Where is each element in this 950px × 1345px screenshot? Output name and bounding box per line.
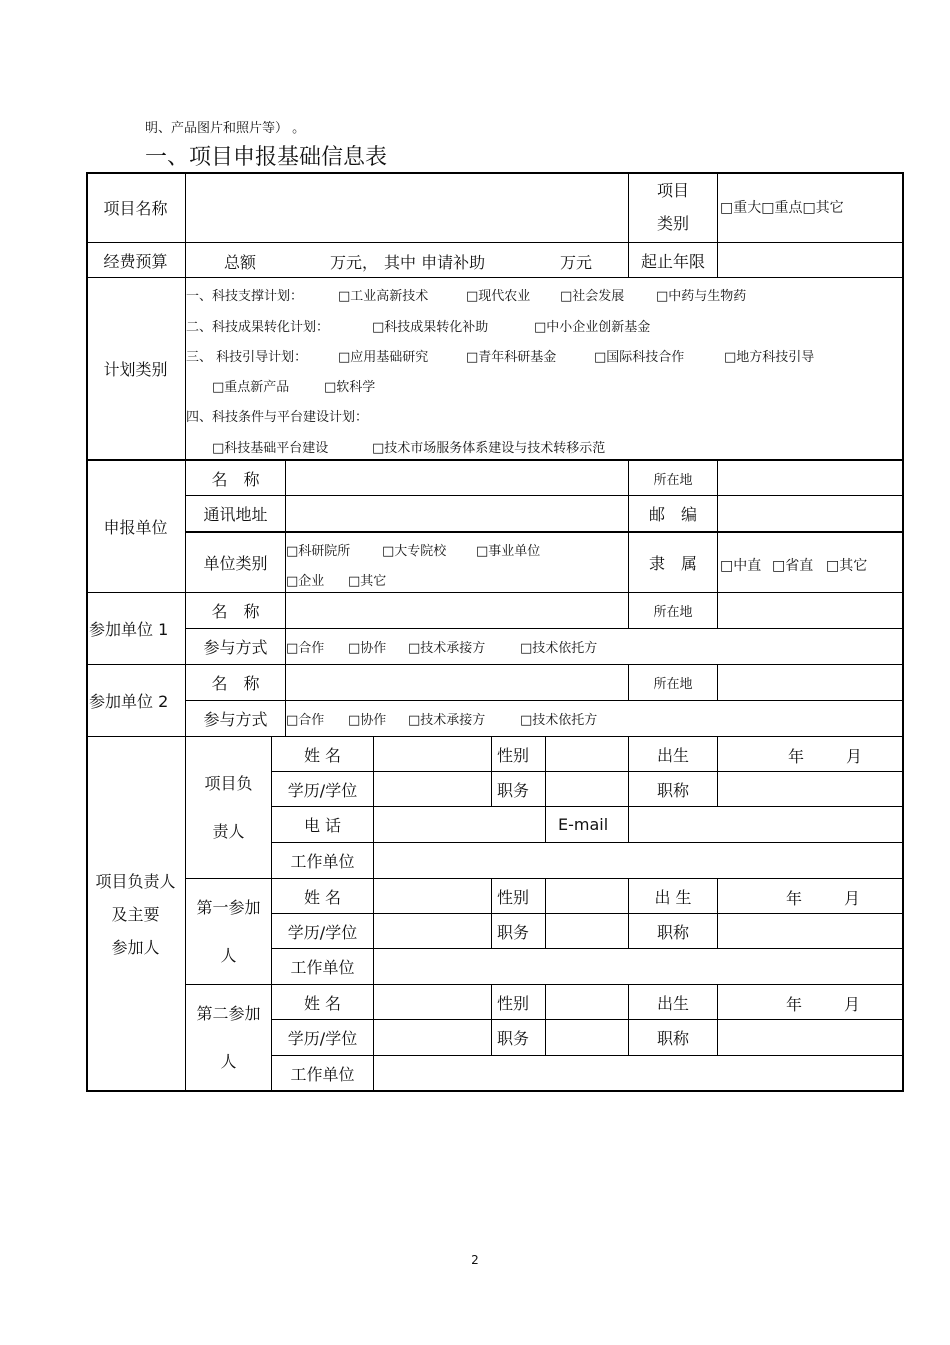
first-work-field[interactable] [374,949,904,985]
leader-gender-label: 性别 [492,737,546,772]
second-post-label: 职务 [492,1020,546,1056]
leader-label-line: 项目负 [204,773,253,793]
year-label: 年 [786,889,803,908]
first-gender-field[interactable] [546,879,629,914]
plan-option[interactable]: □科技基础平台建设 [212,441,329,456]
plan-option[interactable]: □重点新产品 [212,380,290,395]
continued-text: 明、产品图片和照片等） 。 [145,121,306,136]
type-option[interactable]: □企业 [286,574,325,589]
people-label-line: 及主要 [111,904,160,924]
plan-option[interactable]: □中小企业创新基金 [534,320,651,335]
applicant-affiliation-label: 隶 属 [629,532,718,593]
leader-phone-label: 电 话 [272,807,374,843]
budget-field[interactable] [186,243,629,278]
second-participant-label [186,985,272,1092]
plan-option[interactable]: □社会发展 [560,289,625,304]
mode-option[interactable]: □技术承接方 [408,641,486,656]
leader-post-field[interactable] [546,772,629,807]
first-edu-label: 学历/学位 [272,914,374,949]
partner1-mode-options [286,629,904,665]
second-name-field[interactable] [374,985,492,1020]
partner1-label: 参加单位 1 [86,593,186,665]
mode-option[interactable]: □协作 [348,641,387,656]
type-option[interactable]: □科研院所 [286,544,351,559]
plan-line1-head: 一、科技支撑计划： [186,289,304,304]
category-label-line2: 类别 [656,214,689,233]
applicant-type-label: 单位类别 [186,532,286,593]
second-edu-label: 学历/学位 [272,1020,374,1056]
applicant-name-field[interactable] [286,460,629,496]
plan-option[interactable]: □工业高新技术 [338,289,429,304]
leader-email-field[interactable] [629,807,904,843]
leader-edu-label: 学历/学位 [272,772,374,807]
partner2-location-label: 所在地 [629,665,718,701]
second-title-label: 职称 [629,1020,718,1056]
partner2-mode-options [286,701,904,737]
mode-option[interactable]: □合作 [286,641,325,656]
leader-name-label: 姓 名 [272,737,374,772]
period-field[interactable] [718,243,904,278]
partner2-label: 参加单位 2 [86,665,186,737]
first-title-field[interactable] [718,914,904,949]
partner2-location-field[interactable] [718,665,904,701]
first-gender-label: 性别 [492,879,546,914]
leader-edu-field[interactable] [374,772,492,807]
plan-option[interactable]: □技术市场服务体系建设与技术转移示范 [372,441,606,456]
applicant-location-field[interactable] [718,460,904,496]
first-post-field[interactable] [546,914,629,949]
first-label-line: 第一参加 [196,897,261,917]
applicant-label: 申报单位 [86,460,186,593]
plan-option[interactable]: □青年科研基金 [466,350,557,365]
project-category-label [629,172,718,243]
affiliation-option[interactable]: □省直 [772,558,814,574]
first-participant-label [186,879,272,985]
budget-unit-1: 万元， [330,253,379,272]
applicant-address-field[interactable] [286,496,629,532]
plan-option[interactable]: □应用基础研究 [338,350,429,365]
first-birth-label: 出 生 [629,879,718,914]
second-gender-field[interactable] [546,985,629,1020]
applicant-address-label: 通讯地址 [186,496,286,532]
leader-title-field[interactable] [718,772,904,807]
mode-option[interactable]: □技术承接方 [408,713,486,728]
leader-work-field[interactable] [374,843,904,879]
applicant-affiliation-options [718,532,904,593]
partner1-location-label: 所在地 [629,593,718,629]
second-birth-field[interactable] [718,985,904,1020]
applicant-name-label: 名 称 [186,460,286,496]
second-label-line: 第二参加 [196,1004,261,1023]
affiliation-option[interactable]: □中直 [720,558,762,574]
people-label [86,737,186,1092]
leader-title-label: 职称 [629,772,718,807]
leader-label [186,737,272,879]
plan-option[interactable]: □中药与生物药 [656,289,747,304]
plan-line5-head: 四、科技条件与平台建设计划： [186,410,369,425]
second-edu-field[interactable] [374,1020,492,1056]
first-work-label: 工作单位 [272,949,374,985]
plan-label: 计划类别 [86,278,186,460]
type-option[interactable]: □其它 [348,574,387,589]
month-label: 月 [844,995,861,1014]
first-edu-field[interactable] [374,914,492,949]
applicant-type-options [286,532,629,593]
period-label: 起止年限 [629,243,718,278]
second-work-label: 工作单位 [272,1056,374,1092]
budget-total-label: 总额 [224,253,257,272]
second-name-label: 姓 名 [272,985,374,1020]
first-name-label: 姓 名 [272,879,374,914]
affiliation-option[interactable]: □其它 [826,558,868,574]
plan-option[interactable]: □软科学 [324,380,376,395]
partner1-mode-label: 参与方式 [186,629,286,665]
applicant-location-label: 所在地 [629,460,718,496]
first-name-field[interactable] [374,879,492,914]
plan-option[interactable]: □地方科技引导 [724,350,815,365]
leader-post-label: 职务 [492,772,546,807]
partner1-name-label: 名 称 [186,593,286,629]
mode-option[interactable]: □协作 [348,713,387,728]
leader-phone-field[interactable] [374,807,546,843]
project-category-options[interactable]: □重大□重点□其它 [718,172,904,243]
project-name-field[interactable] [186,172,629,243]
second-label-line: 人 [220,1052,237,1071]
month-label: 月 [844,889,861,908]
year-label: 年 [786,995,803,1014]
leader-name-field[interactable] [374,737,492,772]
first-label-line: 人 [220,945,237,965]
partner2-mode-label: 参与方式 [186,701,286,737]
plan-options-area [186,278,904,460]
plan-line3-head: 三、 科技引导计划： [186,350,308,365]
type-option[interactable]: □大专院校 [382,544,447,559]
second-gender-label: 性别 [492,985,546,1020]
people-label-line: 项目负责人 [95,871,176,891]
budget-unit-2: 万元 [560,253,593,272]
type-option[interactable]: □事业单位 [476,544,541,559]
partner2-name-label: 名 称 [186,665,286,701]
category-label-line1: 项目 [656,181,689,200]
leader-birth-field[interactable] [718,737,904,772]
second-post-field[interactable] [546,1020,629,1056]
leader-work-label: 工作单位 [272,843,374,879]
mode-option[interactable]: □技术依托方 [520,713,598,728]
budget-sub-label: 其中 申请补助 [384,253,486,272]
leader-birth-label: 出生 [629,737,718,772]
budget-label: 经费预算 [86,243,186,278]
year-label: 年 [788,747,805,766]
partner1-location-field[interactable] [718,593,904,629]
applicant-postcode-label: 邮 编 [629,496,718,532]
plan-option[interactable]: □现代农业 [466,289,531,304]
section-title: 一、项目申报基础信息表 [145,145,388,170]
second-work-field[interactable] [374,1056,904,1092]
people-label-line: 参加人 [111,937,160,957]
applicant-postcode-field[interactable] [718,496,904,532]
plan-option[interactable]: □国际科技合作 [594,350,685,365]
project-name-label: 项目名称 [86,172,186,243]
leader-gender-field[interactable] [546,737,629,772]
plan-option[interactable]: □科技成果转化补助 [372,320,489,335]
second-title-field[interactable] [718,1020,904,1056]
first-title-label: 职称 [629,914,718,949]
plan-line2-head: 二、科技成果转化计划： [186,320,330,335]
mode-option[interactable]: □技术依托方 [520,641,598,656]
first-post-label: 职务 [492,914,546,949]
partner2-name-field[interactable] [286,665,629,701]
mode-option[interactable]: □合作 [286,713,325,728]
second-birth-label: 出生 [629,985,718,1020]
first-birth-field[interactable] [718,879,904,914]
leader-email-label: E-mail [546,807,629,843]
month-label: 月 [846,747,863,766]
page-number: 2 [471,1253,479,1267]
leader-label-line: 责人 [212,821,245,841]
partner1-name-field[interactable] [286,593,629,629]
